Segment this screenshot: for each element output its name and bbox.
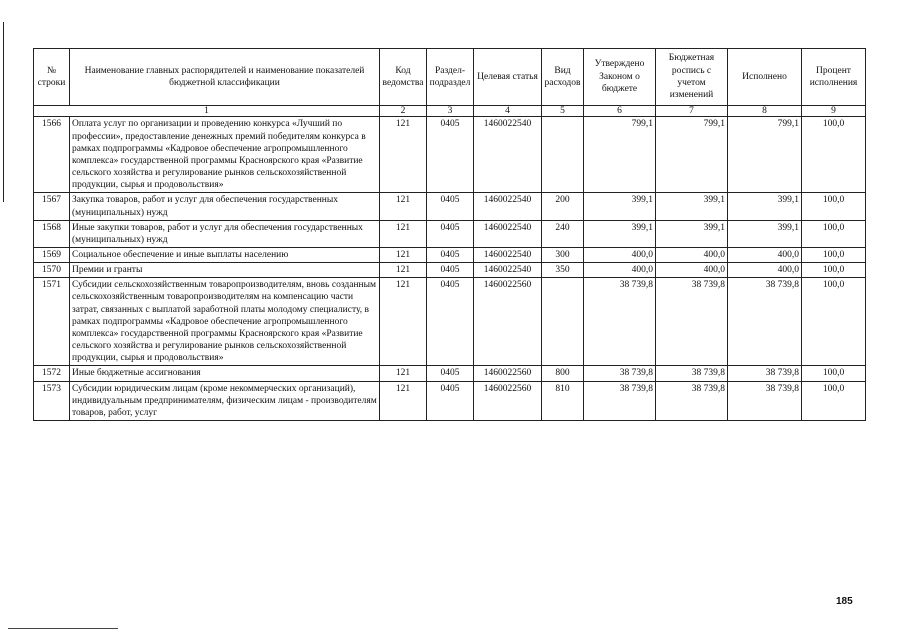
row-expense-kind: 200 bbox=[542, 193, 584, 220]
row-approved: 400,0 bbox=[584, 263, 656, 278]
row-expense-kind: 240 bbox=[542, 220, 584, 247]
row-target-article: 1460022540 bbox=[474, 263, 542, 278]
row-executed: 38 739,8 bbox=[728, 278, 802, 366]
row-dept-code: 121 bbox=[380, 263, 427, 278]
row-executed: 799,1 bbox=[728, 117, 802, 193]
column-number: 2 bbox=[380, 106, 427, 117]
row-number: 1568 bbox=[34, 220, 70, 247]
row-approved: 799,1 bbox=[584, 117, 656, 193]
row-name: Иные бюджетные ассигнования bbox=[70, 366, 380, 381]
row-approved: 38 739,8 bbox=[584, 366, 656, 381]
table-row bbox=[34, 193, 866, 220]
row-expense-kind: 350 bbox=[542, 263, 584, 278]
row-name: Иные закупки товаров, работ и услуг для обеспечения государственных (муниципальных) нужд bbox=[70, 220, 380, 247]
row-number: 1569 bbox=[34, 248, 70, 263]
row-target-article: 1460022540 bbox=[474, 193, 542, 220]
row-executed: 400,0 bbox=[728, 248, 802, 263]
row-expense-kind bbox=[542, 117, 584, 193]
row-percent: 100,0 bbox=[802, 263, 866, 278]
column-number: 1 bbox=[34, 106, 380, 117]
header-revised: Бюджетная роспись с учетом изменений bbox=[656, 49, 728, 106]
table-row bbox=[34, 381, 866, 420]
row-executed: 399,1 bbox=[728, 220, 802, 247]
row-section: 0405 bbox=[427, 117, 474, 193]
column-number-row bbox=[34, 106, 866, 117]
table-row bbox=[34, 220, 866, 247]
row-approved: 399,1 bbox=[584, 193, 656, 220]
header-row-number: № строки bbox=[34, 49, 70, 106]
row-dept-code: 121 bbox=[380, 220, 427, 247]
row-target-article: 1460022540 bbox=[474, 248, 542, 263]
row-number: 1567 bbox=[34, 193, 70, 220]
header-executed: Исполнено bbox=[728, 49, 802, 106]
row-revised: 400,0 bbox=[656, 248, 728, 263]
row-approved: 399,1 bbox=[584, 220, 656, 247]
row-dept-code: 121 bbox=[380, 278, 427, 366]
row-number: 1572 bbox=[34, 366, 70, 381]
header-section: Раздел-подраздел bbox=[427, 49, 474, 106]
row-name: Закупка товаров, работ и услуг для обеспечения государственных (муниципальных) нужд bbox=[70, 193, 380, 220]
row-number: 1573 bbox=[34, 381, 70, 420]
row-revised: 399,1 bbox=[656, 220, 728, 247]
row-revised: 38 739,8 bbox=[656, 381, 728, 420]
row-executed: 38 739,8 bbox=[728, 381, 802, 420]
row-percent: 100,0 bbox=[802, 381, 866, 420]
row-section: 0405 bbox=[427, 263, 474, 278]
row-revised: 400,0 bbox=[656, 263, 728, 278]
column-number: 6 bbox=[584, 106, 656, 117]
row-percent: 100,0 bbox=[802, 248, 866, 263]
row-section: 0405 bbox=[427, 366, 474, 381]
row-dept-code: 121 bbox=[380, 366, 427, 381]
row-percent: 100,0 bbox=[802, 278, 866, 366]
header-approved: Утверждено Законом о бюджете bbox=[584, 49, 656, 106]
table-row bbox=[34, 366, 866, 381]
row-approved: 400,0 bbox=[584, 248, 656, 263]
row-number: 1570 bbox=[34, 263, 70, 278]
page-number: 185 bbox=[836, 596, 853, 607]
column-number: 8 bbox=[728, 106, 802, 117]
row-percent: 100,0 bbox=[802, 366, 866, 381]
header-name: Наименование главных распорядителей и наименование показателей бюджетной классификации bbox=[70, 49, 380, 106]
table-header-row bbox=[34, 49, 866, 106]
table-row bbox=[34, 248, 866, 263]
row-target-article: 1460022560 bbox=[474, 278, 542, 366]
column-number: 9 bbox=[802, 106, 866, 117]
row-revised: 38 739,8 bbox=[656, 278, 728, 366]
row-name: Премии и гранты bbox=[70, 263, 380, 278]
row-approved: 38 739,8 bbox=[584, 278, 656, 366]
row-name: Субсидии юридическим лицам (кроме некоммерческих организаций), индивидуальным предпринимателям, физическим лицам - производителям товаров, работ, услуг bbox=[70, 381, 380, 420]
row-percent: 100,0 bbox=[802, 117, 866, 193]
scan-edge-left bbox=[3, 22, 4, 202]
row-dept-code: 121 bbox=[380, 193, 427, 220]
header-percent: Процент исполнения bbox=[802, 49, 866, 106]
row-name: Оплата услуг по организации и проведению конкурса «Лучший по профессии», предоставление денежных премий победителям конкурса в рамках подпрограммы «Кадровое обеспечение агропромышленного комплекса» государственной программы Красноярского края «Развитие сельского хозяйства и регулирование рынков сельскохозяйственной продукции, сырья и продовольствия» bbox=[70, 117, 380, 193]
scan-edge-bottom bbox=[8, 628, 118, 629]
row-approved: 38 739,8 bbox=[584, 381, 656, 420]
table-row bbox=[34, 117, 866, 193]
row-target-article: 1460022540 bbox=[474, 220, 542, 247]
row-expense-kind: 800 bbox=[542, 366, 584, 381]
header-expense-kind: Вид расходов bbox=[542, 49, 584, 106]
row-executed: 399,1 bbox=[728, 193, 802, 220]
row-name: Субсидии сельскохозяйственным товаропроизводителям, вновь созданным сельскохозяйственным товаропроизводителям на компенсацию части затрат, связанных с выплатой заработной платы молодому специалисту, в рамках подпрограммы «Кадровое обеспечение агропромышленного комплекса» государственной программы Красноярского края «Развитие сельского хозяйства и регулирование рынков сельскохозяйственной продукции, сырья и продовольствия» bbox=[70, 278, 380, 366]
row-revised: 38 739,8 bbox=[656, 366, 728, 381]
header-target-article: Целевая статья bbox=[474, 49, 542, 106]
row-expense-kind: 810 bbox=[542, 381, 584, 420]
table-row bbox=[34, 278, 866, 366]
row-target-article: 1460022560 bbox=[474, 381, 542, 420]
row-name: Социальное обеспечение и иные выплаты населению bbox=[70, 248, 380, 263]
row-executed: 400,0 bbox=[728, 263, 802, 278]
row-dept-code: 121 bbox=[380, 117, 427, 193]
row-percent: 100,0 bbox=[802, 193, 866, 220]
row-expense-kind: 300 bbox=[542, 248, 584, 263]
column-number: 5 bbox=[542, 106, 584, 117]
row-revised: 399,1 bbox=[656, 193, 728, 220]
header-dept-code: Код ведомства bbox=[380, 49, 427, 106]
row-revised: 799,1 bbox=[656, 117, 728, 193]
row-number: 1571 bbox=[34, 278, 70, 366]
column-number: 4 bbox=[474, 106, 542, 117]
table-row bbox=[34, 263, 866, 278]
row-executed: 38 739,8 bbox=[728, 366, 802, 381]
row-target-article: 1460022560 bbox=[474, 366, 542, 381]
column-number: 7 bbox=[656, 106, 728, 117]
row-section: 0405 bbox=[427, 220, 474, 247]
budget-execution-table bbox=[33, 48, 866, 421]
row-section: 0405 bbox=[427, 381, 474, 420]
row-number: 1566 bbox=[34, 117, 70, 193]
row-percent: 100,0 bbox=[802, 220, 866, 247]
row-section: 0405 bbox=[427, 278, 474, 366]
row-section: 0405 bbox=[427, 248, 474, 263]
row-section: 0405 bbox=[427, 193, 474, 220]
row-dept-code: 121 bbox=[380, 381, 427, 420]
row-dept-code: 121 bbox=[380, 248, 427, 263]
row-target-article: 1460022540 bbox=[474, 117, 542, 193]
row-expense-kind bbox=[542, 278, 584, 366]
column-number: 3 bbox=[427, 106, 474, 117]
